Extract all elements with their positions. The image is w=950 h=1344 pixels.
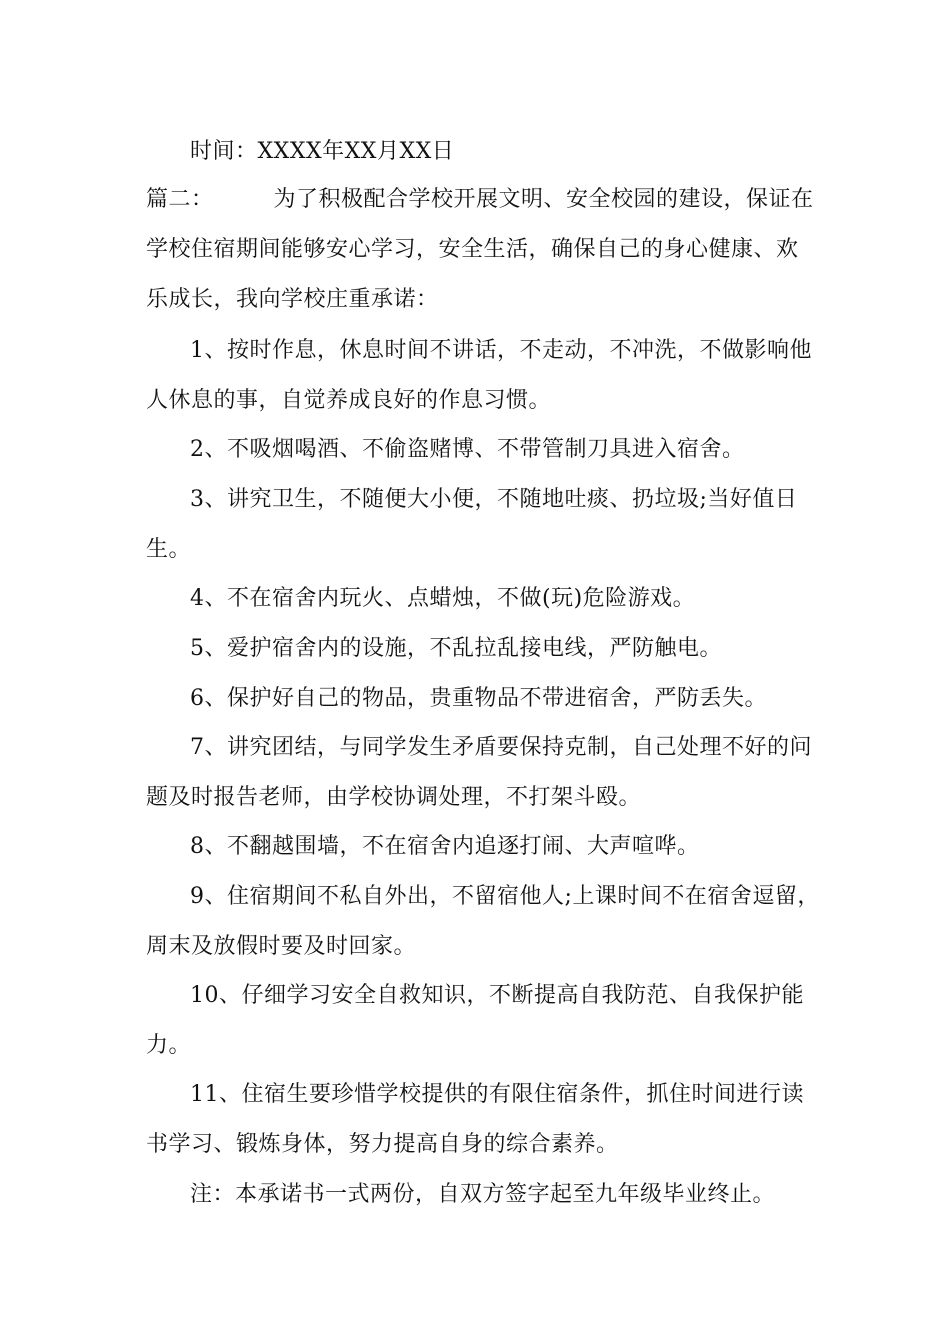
- item-9-line-1: 9、住宿期间不私自外出，不留宿他人;上课时间不在宿舍逗留，: [190, 884, 820, 909]
- item-3-line-2: 生。: [146, 537, 192, 562]
- item-7-line-2: 题及时报告老师，由学校协调处理，不打架斗殴。: [146, 785, 642, 810]
- section2-line-2: 学校住宿期间能够安心学习，安全生活，确保自己的身心健康、欢: [146, 237, 799, 262]
- item-9-line-2: 周末及放假时要及时回家。: [146, 934, 417, 959]
- item-7-line-1: 7、讲究团结，与同学发生矛盾要保持克制，自己处理不好的问: [190, 735, 812, 760]
- item-10-line-2: 力。: [146, 1033, 192, 1058]
- item-4-line-1: 4、不在宿舍内玩火、点蜡烛，不做(玩)危险游戏。: [190, 586, 696, 611]
- item-11-line-1: 11、住宿生要珍惜学校提供的有限住宿条件，抓住时间进行读: [190, 1082, 804, 1107]
- item-8-line-1: 8、不翻越围墙，不在宿舍内追逐打闹、大声喧哗。: [190, 834, 700, 859]
- section2-line-3: 乐成长，我向学校庄重承诺：: [146, 287, 439, 312]
- item-1-line-1: 1、按时作息，休息时间不讲话，不走动，不冲洗，不做影响他: [190, 338, 812, 363]
- date-line: 时间：XXXX年XX月XX日: [190, 139, 455, 164]
- item-1-line-2: 人休息的事，自觉养成良好的作息习惯。: [146, 388, 552, 413]
- item-10-line-1: 10、仔细学习安全自救知识，不断提高自我防范、自我保护能: [190, 983, 804, 1008]
- item-11-line-2: 书学习、锻炼身体，努力提高自身的综合素养。: [146, 1132, 619, 1157]
- item-5-line-1: 5、爱护宿舍内的设施，不乱拉乱接电线，严防触电。: [190, 636, 722, 661]
- item-6-line-1: 6、保护好自己的物品，贵重物品不带进宿舍，严防丢失。: [190, 686, 767, 711]
- section2-line-1: 篇二： 为了积极配合学校开展文明、安全校园的建设，保证在: [146, 187, 814, 212]
- item-3-line-1: 3、讲究卫生，不随便大小便，不随地吐痰、扔垃圾;当好值日: [190, 487, 798, 512]
- note-line: 注：本承诺书一式两份，自双方签字起至九年级毕业终止。: [190, 1182, 776, 1207]
- item-2-line-1: 2、不吸烟喝酒、不偷盗赌博、不带管制刀具进入宿舍。: [190, 437, 745, 462]
